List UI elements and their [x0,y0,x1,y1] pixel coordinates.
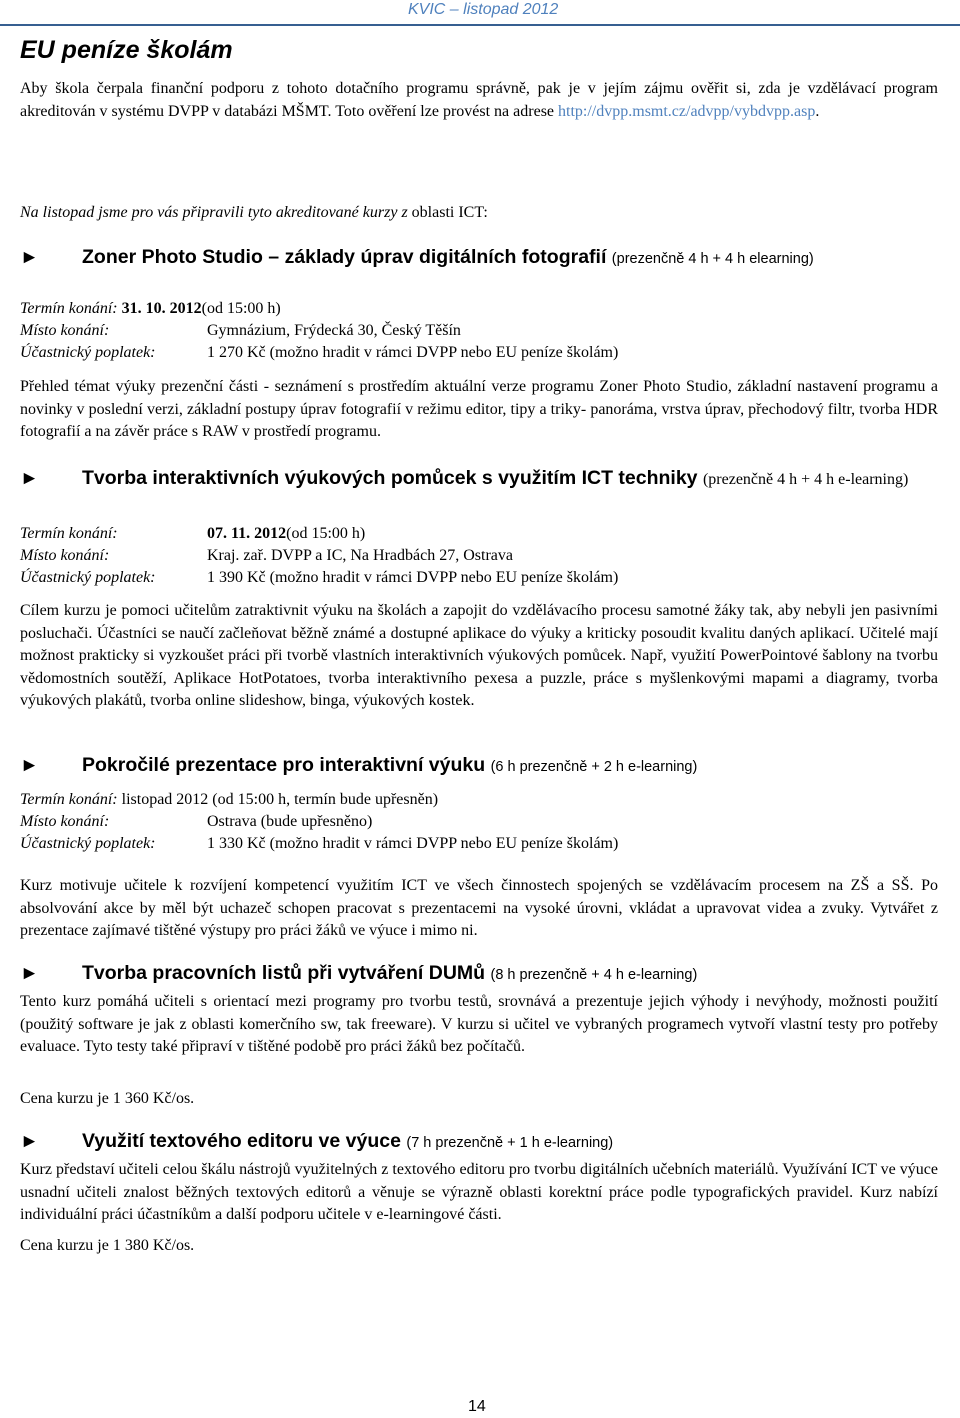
intro-paragraph [20,78,938,123]
term-row [20,523,920,545]
course-description: Přehled témat výuky prezenční části - seznámení s prostředím aktuální verze programu Zoner Photo Studio, základní nastavení programu a novinky v poslední verzi, základní postupy úprav fotografií v režimu editor, tipy a triky- panoráma, vrstva úprav, přechodový filtr, tvorba HDR fotografií a na závěr práce s RAW v prostředí programu. [20,378,938,440]
header-divider [0,24,960,26]
course-description: Kurz představí učiteli celou škálu nástrojů využitelných z textového editoru pro tvorbu digitálních učebních materiálů. Využívání ICT ve výuce usnadní učiteli znalost běžných textových editorů a věnuje se výrazně oblasti korektní práce podle typografických pravidel. Kurz nabízí individuální práci účastníkům a další podporu učitele v e-learningové části. [20,1161,938,1223]
arrow-icon: ► [20,468,39,489]
place-row [20,811,920,833]
term-label: Termín konání: [20,791,118,808]
term-time: (od 15:00 h) [201,300,281,317]
arrow-icon: ► [20,755,39,776]
arrow-icon: ► [20,247,39,268]
place-label: Místo konání: [20,813,110,830]
course-heading [20,1129,940,1155]
course-meta: (prezenčně 4 h + 4 h e-learning) [702,471,909,488]
course-price: Cena kurzu je 1 360 Kč/os. [20,1090,195,1107]
place-row [20,320,920,342]
place-label: Místo konání: [20,322,110,339]
course-title: Zoner Photo Studio – základy úprav digitálních fotografií [82,246,607,268]
fee-value: 1 390 Kč (možno hradit v rámci DVPP nebo EU peníze školám) [207,569,619,586]
course-price: Cena kurzu je 1 380 Kč/os. [20,1237,195,1254]
running-header: KVIC – listopad 2012 [408,1,559,18]
course-meta: (prezenčně 4 h + 4 h elearning) [611,251,814,267]
course-title: Pokročilé prezentace pro interaktivní výuku [82,754,486,776]
term-label: Termín konání: [20,525,118,542]
place-row [20,545,920,567]
term-time: (od 15:00 h) [286,525,366,542]
course-info [20,523,920,589]
course-info [20,298,920,364]
course-title: Tvorba pracovních listů při vytváření DUMů [82,962,486,984]
lead-paragraph [20,202,938,225]
dvpp-link[interactable]: http://dvpp.msmt.cz/advpp/vybdvpp.asp [558,102,816,120]
course-title: Využití textového editoru ve výuce [82,1130,401,1152]
page-number: 14 [468,1398,486,1415]
fee-value: 1 330 Kč (možno hradit v rámci DVPP nebo EU peníze školám) [207,835,619,852]
place-value: Kraj. zař. DVPP a IC, Na Hradbách 27, Ostrava [207,547,513,564]
term-row [20,298,920,320]
lead-italic: Na listopad jsme pro vás připravili tyto akreditované kurzy z [20,204,408,221]
course-info [20,789,920,855]
term-label: Termín konání: [20,300,118,317]
fee-label: Účastnický poplatek: [20,569,156,586]
fee-label: Účastnický poplatek: [20,835,156,852]
place-value: Ostrava (bude upřesněno) [207,813,373,830]
fee-value: 1 270 Kč (možno hradit v rámci DVPP nebo EU peníze školám) [207,344,619,361]
course-meta: (6 h prezenčně + 2 h e-learning) [490,759,698,775]
course-heading [20,961,940,987]
arrow-icon: ► [20,963,39,984]
place-value: Gymnázium, Frýdecká 30, Český Těšín [207,322,461,339]
course-meta: (7 h prezenčně + 1 h e-learning) [406,1135,614,1151]
fee-row [20,833,920,855]
intro-period: . [815,102,820,120]
course-heading [20,753,940,779]
arrow-icon: ► [20,1131,39,1152]
term-value: listopad 2012 (od 15:00 h, termín bude upřesněn) [121,791,439,808]
course-description: Cílem kurzu je pomoci učitelům zatraktivnit výuku na školách a zapojit do vzdělávacího procesu samotné žáky tak, aby nebyli jen pasivními posluchači. Účastníci se naučí začleňovat běžně známé a dostupné aplikace do výuky a kriticky posoudit kvalitu daných aplikací. Učitelé mají možnost prakticky si vyzkoušet práci při tvorbě vlastních interaktivních výukových pomůcek. Např, využití PowerPointové šablony na tvorbu vědomostních soutěží, Aplikace HotPotatoes, tvorba interaktivního pexesa a puzzle, práce s myšlenkovými mapami a diagramy, tvorba výukových plakátů, tvorba online slideshow, binga, výukových kostek. [20,602,938,709]
course-title: Tvorba interaktivních výukových pomůcek s využitím ICT techniky [82,467,698,489]
course-description: Tento kurz pomáhá učiteli s orientací mezi programy pro tvorbu testů, srovnává a prezentuje jejich výhody i nevýhody, možnosti použití (použitý software je jak z oblasti komerčního sw, tak freeware). V kurzu si učitel ve vybraných programech vytvoří vlastní testy pro potřeby evaluace. Tyto testy také připraví v tištěné podobě pro práci žáků bez počítačů. [20,993,938,1055]
fee-row [20,342,920,364]
term-row [20,789,920,811]
page-title: EU peníze školám [20,36,233,64]
course-heading [20,245,940,271]
course-meta: (8 h prezenčně + 4 h e-learning) [490,967,698,983]
fee-label: Účastnický poplatek: [20,344,156,361]
lead-rest: oblasti ICT: [407,204,488,221]
course-heading [20,466,940,492]
course-description: Kurz motivuje učitele k rozvíjení kompetencí využitím ICT ve všech činnostech spojených se vzdělávacím procesem na ZŠ a SŠ. Po absolvování akce by měl být uchazeč schopen pracovat s prezentacemi na vysoké úrovni, vkládat a upravovat videa a zvuky. Vytvářet z prezentace zajímavé tištěné výstupy pro práci žáků ve výuce i mimo ni. [20,877,938,939]
term-date: 31. 10. 2012 [121,300,202,317]
place-label: Místo konání: [20,547,110,564]
intro-text: Aby škola čerpala finanční podporu z tohoto dotačního programu správně, pak je v jejím zájmu ověřit si, zda je vzdělávací program akreditován v systému DVPP v databázi MŠMT. Toto ověření lze provést na adrese [20,80,938,120]
fee-row [20,567,920,589]
term-date: 07. 11. 2012 [207,525,287,542]
